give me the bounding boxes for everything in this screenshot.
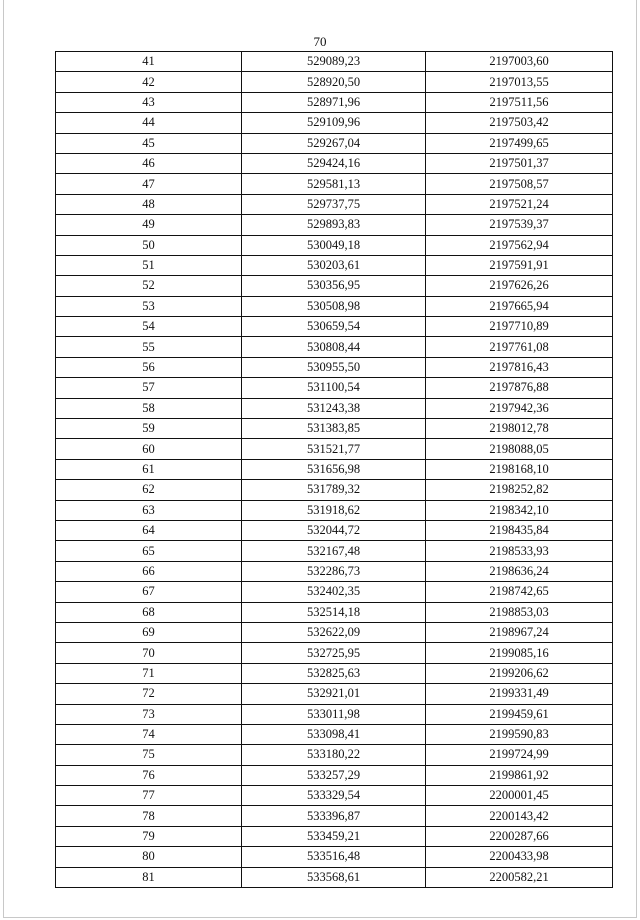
x-coordinate-cell: 529893,83 [242, 215, 426, 235]
point-number-cell: 68 [56, 602, 242, 622]
y-coordinate-cell: 2197499,65 [426, 133, 613, 153]
x-coordinate-cell: 528971,96 [242, 92, 426, 112]
table-row [56, 317, 613, 337]
y-coordinate-cell: 2198967,24 [426, 622, 613, 642]
table-row [56, 684, 613, 704]
y-coordinate-cell: 2197521,24 [426, 194, 613, 214]
point-number-cell: 52 [56, 276, 242, 296]
point-number-cell: 78 [56, 806, 242, 826]
table-row [56, 745, 613, 765]
point-number-cell: 51 [56, 255, 242, 275]
x-coordinate-cell: 533329,54 [242, 786, 426, 806]
table-row [56, 459, 613, 479]
point-number-cell: 42 [56, 72, 242, 92]
x-coordinate-cell: 532825,63 [242, 663, 426, 683]
x-coordinate-cell: 533011,98 [242, 704, 426, 724]
table-row [56, 194, 613, 214]
table-row [56, 255, 613, 275]
table-row [56, 561, 613, 581]
point-number-cell: 45 [56, 133, 242, 153]
y-coordinate-cell: 2200433,98 [426, 847, 613, 867]
x-coordinate-cell: 531656,98 [242, 459, 426, 479]
x-coordinate-cell: 530955,50 [242, 357, 426, 377]
x-coordinate-cell: 529089,23 [242, 52, 426, 72]
point-number-cell: 61 [56, 459, 242, 479]
table-row [56, 765, 613, 785]
table-row [56, 72, 613, 92]
table-row [56, 398, 613, 418]
table-row [56, 704, 613, 724]
y-coordinate-cell: 2198636,24 [426, 561, 613, 581]
point-number-cell: 48 [56, 194, 242, 214]
coordinates-table [55, 51, 613, 888]
table-row [56, 357, 613, 377]
x-coordinate-cell: 529737,75 [242, 194, 426, 214]
table-row [56, 602, 613, 622]
point-number-cell: 79 [56, 826, 242, 846]
x-coordinate-cell: 532044,72 [242, 520, 426, 540]
y-coordinate-cell: 2197508,57 [426, 174, 613, 194]
point-number-cell: 43 [56, 92, 242, 112]
y-coordinate-cell: 2198168,10 [426, 459, 613, 479]
x-coordinate-cell: 533568,61 [242, 867, 426, 887]
y-coordinate-cell: 2199724,99 [426, 745, 613, 765]
table-row [56, 520, 613, 540]
y-coordinate-cell: 2198742,65 [426, 582, 613, 602]
table-row [56, 419, 613, 439]
y-coordinate-cell: 2197562,94 [426, 235, 613, 255]
y-coordinate-cell: 2197539,37 [426, 215, 613, 235]
y-coordinate-cell: 2198853,03 [426, 602, 613, 622]
x-coordinate-cell: 529424,16 [242, 153, 426, 173]
table-row [56, 643, 613, 663]
point-number-cell: 60 [56, 439, 242, 459]
table-row [56, 847, 613, 867]
point-number-cell: 69 [56, 622, 242, 642]
coordinates-table-body [56, 52, 613, 888]
table-row [56, 826, 613, 846]
point-number-cell: 56 [56, 357, 242, 377]
table-row [56, 480, 613, 500]
y-coordinate-cell: 2197942,36 [426, 398, 613, 418]
x-coordinate-cell: 532286,73 [242, 561, 426, 581]
point-number-cell: 67 [56, 582, 242, 602]
y-coordinate-cell: 2197710,89 [426, 317, 613, 337]
x-coordinate-cell: 530659,54 [242, 317, 426, 337]
table-row [56, 786, 613, 806]
y-coordinate-cell: 2199590,83 [426, 724, 613, 744]
table-row [56, 296, 613, 316]
x-coordinate-cell: 533098,41 [242, 724, 426, 744]
x-coordinate-cell: 531521,77 [242, 439, 426, 459]
point-number-cell: 47 [56, 174, 242, 194]
point-number-cell: 71 [56, 663, 242, 683]
point-number-cell: 58 [56, 398, 242, 418]
y-coordinate-cell: 2198088,05 [426, 439, 613, 459]
table-row [56, 153, 613, 173]
x-coordinate-cell: 531100,54 [242, 378, 426, 398]
table-row [56, 113, 613, 133]
y-coordinate-cell: 2197003,60 [426, 52, 613, 72]
table-row [56, 215, 613, 235]
x-coordinate-cell: 532725,95 [242, 643, 426, 663]
point-number-cell: 46 [56, 153, 242, 173]
y-coordinate-cell: 2198252,82 [426, 480, 613, 500]
x-coordinate-cell: 532402,35 [242, 582, 426, 602]
point-number-cell: 66 [56, 561, 242, 581]
point-number-cell: 73 [56, 704, 242, 724]
x-coordinate-cell: 532514,18 [242, 602, 426, 622]
point-number-cell: 64 [56, 520, 242, 540]
table-row [56, 582, 613, 602]
table-row [56, 337, 613, 357]
y-coordinate-cell: 2197501,37 [426, 153, 613, 173]
point-number-cell: 70 [56, 643, 242, 663]
x-coordinate-cell: 531383,85 [242, 419, 426, 439]
x-coordinate-cell: 529581,13 [242, 174, 426, 194]
y-coordinate-cell: 2199085,16 [426, 643, 613, 663]
point-number-cell: 55 [56, 337, 242, 357]
x-coordinate-cell: 533459,21 [242, 826, 426, 846]
point-number-cell: 49 [56, 215, 242, 235]
table-row [56, 92, 613, 112]
x-coordinate-cell: 531789,32 [242, 480, 426, 500]
point-number-cell: 65 [56, 541, 242, 561]
table-row [56, 133, 613, 153]
x-coordinate-cell: 528920,50 [242, 72, 426, 92]
y-coordinate-cell: 2197665,94 [426, 296, 613, 316]
x-coordinate-cell: 533396,87 [242, 806, 426, 826]
table-row [56, 867, 613, 887]
point-number-cell: 77 [56, 786, 242, 806]
table-row [56, 52, 613, 72]
x-coordinate-cell: 531918,62 [242, 500, 426, 520]
point-number-cell: 81 [56, 867, 242, 887]
point-number-cell: 59 [56, 419, 242, 439]
x-coordinate-cell: 533257,29 [242, 765, 426, 785]
table-row [56, 378, 613, 398]
y-coordinate-cell: 2199861,92 [426, 765, 613, 785]
table-row [56, 174, 613, 194]
y-coordinate-cell: 2199459,61 [426, 704, 613, 724]
point-number-cell: 80 [56, 847, 242, 867]
x-coordinate-cell: 530808,44 [242, 337, 426, 357]
y-coordinate-cell: 2200143,42 [426, 806, 613, 826]
y-coordinate-cell: 2197013,55 [426, 72, 613, 92]
point-number-cell: 76 [56, 765, 242, 785]
y-coordinate-cell: 2198012,78 [426, 419, 613, 439]
x-coordinate-cell: 529109,96 [242, 113, 426, 133]
y-coordinate-cell: 2198435,84 [426, 520, 613, 540]
y-coordinate-cell: 2197816,43 [426, 357, 613, 377]
x-coordinate-cell: 530508,98 [242, 296, 426, 316]
table-row [56, 622, 613, 642]
y-coordinate-cell: 2198533,93 [426, 541, 613, 561]
x-coordinate-cell: 533516,48 [242, 847, 426, 867]
y-coordinate-cell: 2199331,49 [426, 684, 613, 704]
table-row [56, 235, 613, 255]
y-coordinate-cell: 2200287,66 [426, 826, 613, 846]
y-coordinate-cell: 2199206,62 [426, 663, 613, 683]
x-coordinate-cell: 532622,09 [242, 622, 426, 642]
y-coordinate-cell: 2197761,08 [426, 337, 613, 357]
point-number-cell: 53 [56, 296, 242, 316]
point-number-cell: 54 [56, 317, 242, 337]
x-coordinate-cell: 530049,18 [242, 235, 426, 255]
y-coordinate-cell: 2200582,21 [426, 867, 613, 887]
table-row [56, 806, 613, 826]
y-coordinate-cell: 2197626,26 [426, 276, 613, 296]
y-coordinate-cell: 2197511,56 [426, 92, 613, 112]
y-coordinate-cell: 2200001,45 [426, 786, 613, 806]
table-row [56, 724, 613, 744]
table-row [56, 541, 613, 561]
table-row [56, 439, 613, 459]
y-coordinate-cell: 2197591,91 [426, 255, 613, 275]
table-row [56, 500, 613, 520]
point-number-cell: 50 [56, 235, 242, 255]
y-coordinate-cell: 2197503,42 [426, 113, 613, 133]
point-number-cell: 62 [56, 480, 242, 500]
page-number: 70 [313, 34, 327, 49]
x-coordinate-cell: 530356,95 [242, 276, 426, 296]
point-number-cell: 63 [56, 500, 242, 520]
y-coordinate-cell: 2197876,88 [426, 378, 613, 398]
point-number-cell: 41 [56, 52, 242, 72]
x-coordinate-cell: 532167,48 [242, 541, 426, 561]
point-number-cell: 57 [56, 378, 242, 398]
point-number-cell: 72 [56, 684, 242, 704]
x-coordinate-cell: 529267,04 [242, 133, 426, 153]
point-number-cell: 74 [56, 724, 242, 744]
x-coordinate-cell: 531243,38 [242, 398, 426, 418]
point-number-cell: 44 [56, 113, 242, 133]
point-number-cell: 75 [56, 745, 242, 765]
table-row [56, 663, 613, 683]
y-coordinate-cell: 2198342,10 [426, 500, 613, 520]
table-row [56, 276, 613, 296]
x-coordinate-cell: 532921,01 [242, 684, 426, 704]
x-coordinate-cell: 533180,22 [242, 745, 426, 765]
x-coordinate-cell: 530203,61 [242, 255, 426, 275]
